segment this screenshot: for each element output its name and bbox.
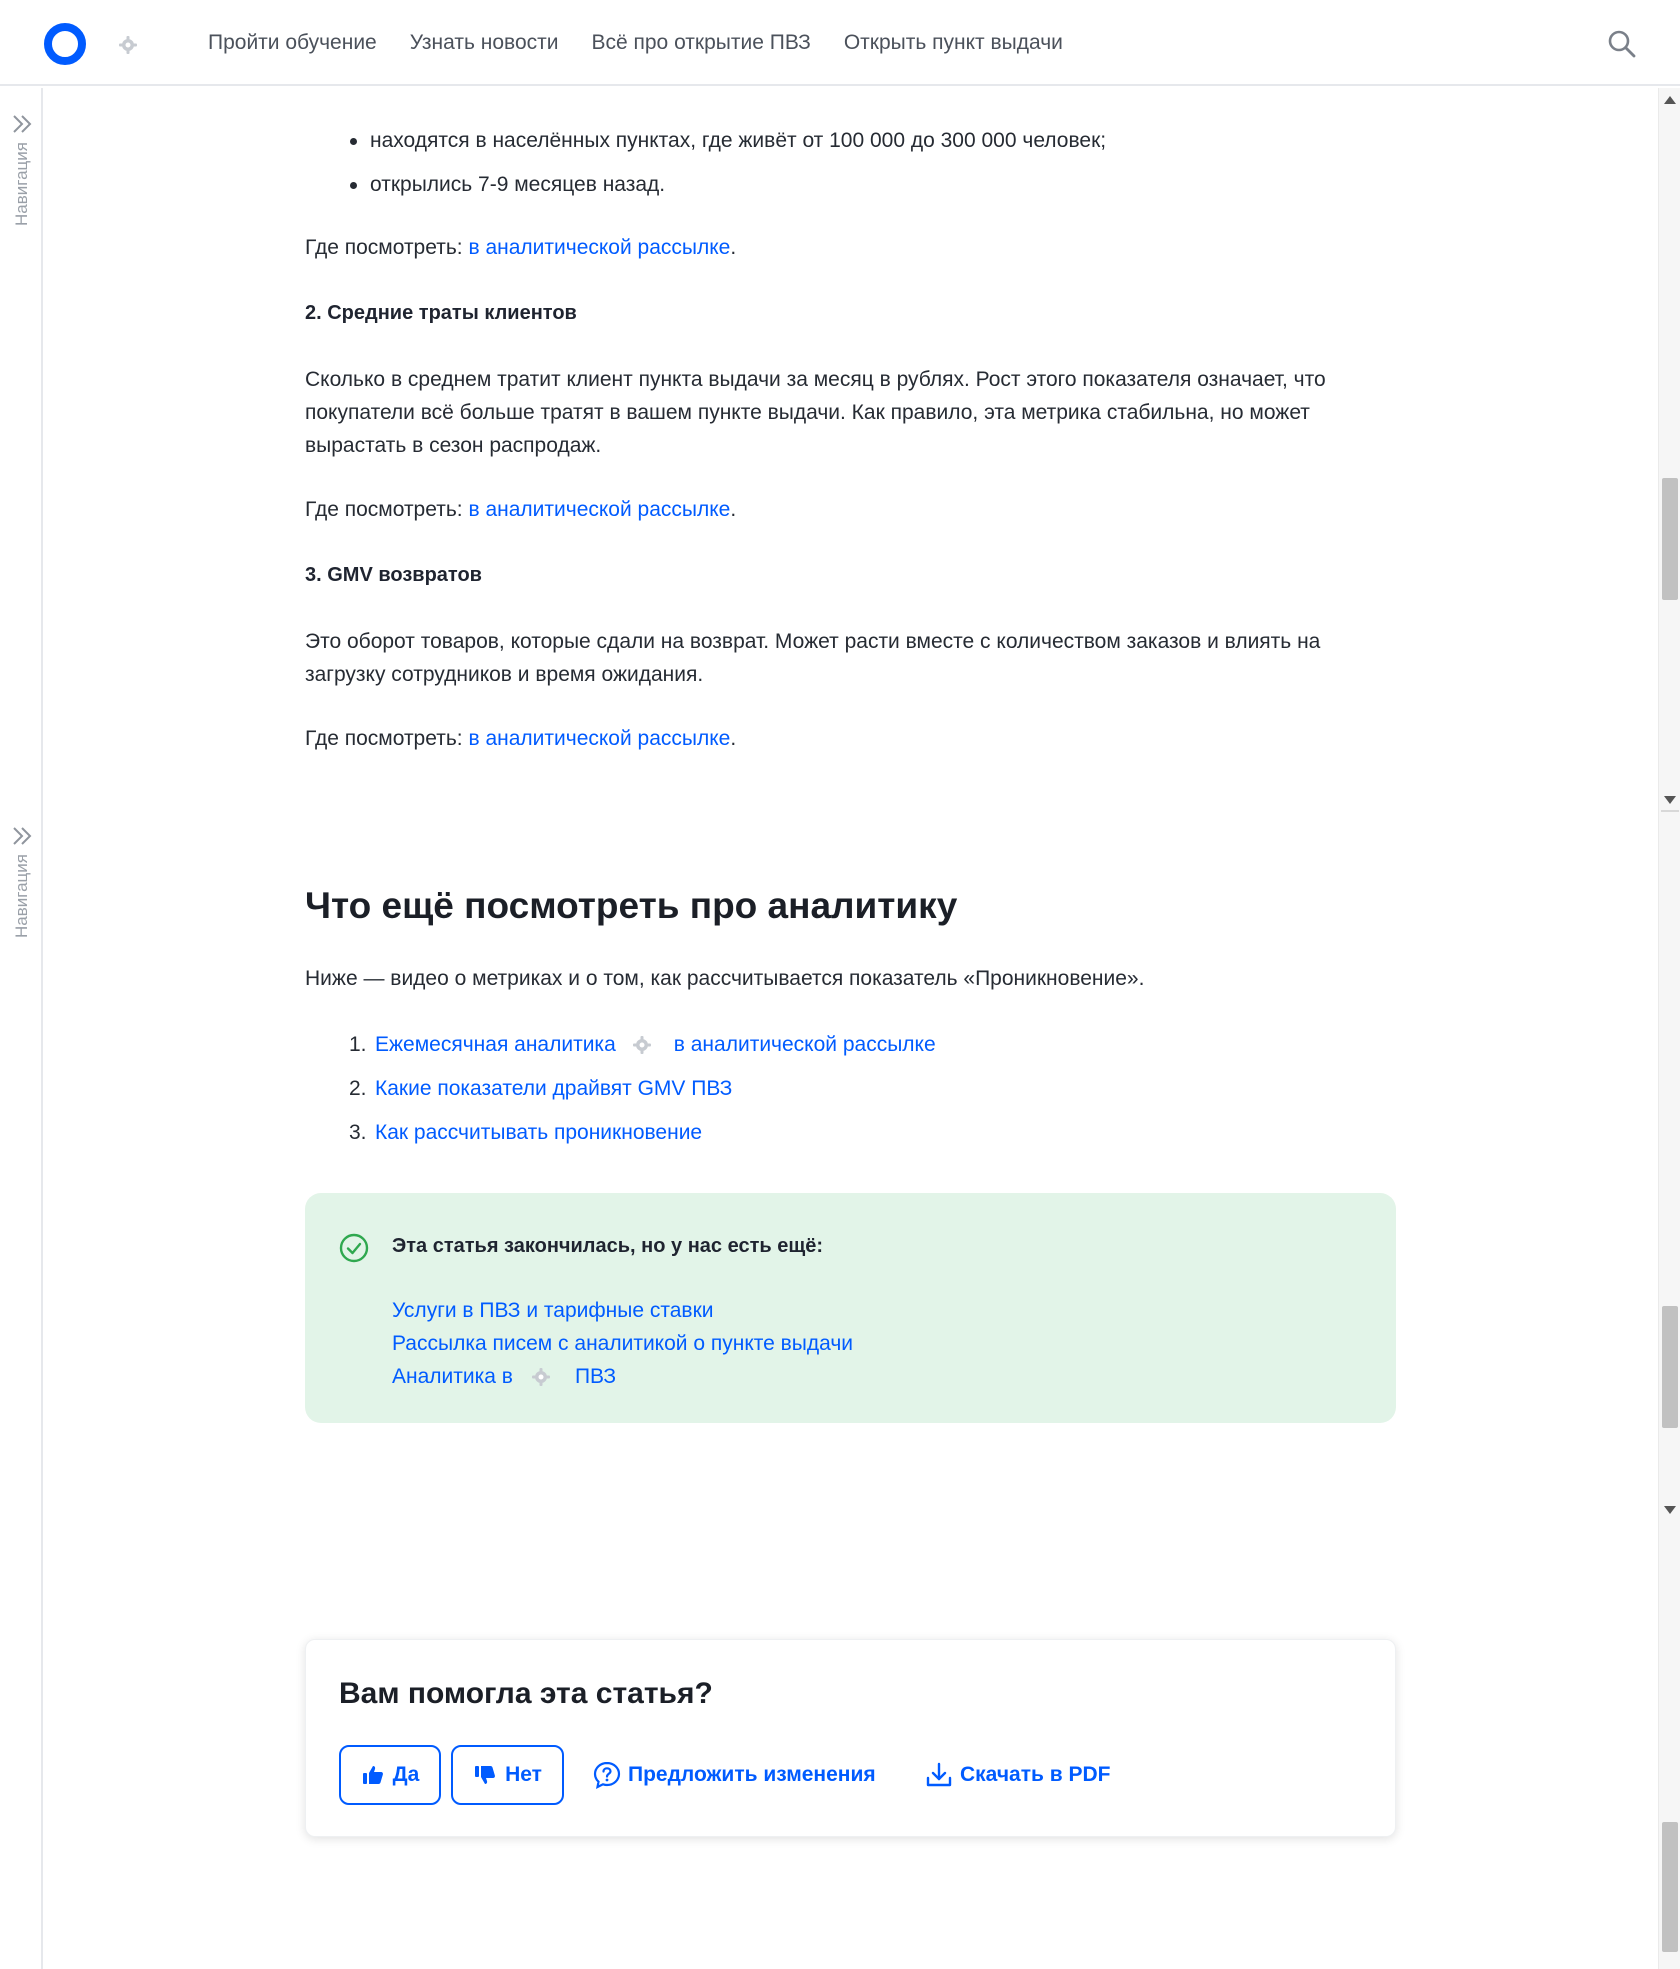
- gear-icon: [531, 1367, 551, 1387]
- scroll-thumb[interactable]: [1662, 1306, 1678, 1428]
- page-scrollbar[interactable]: [1658, 88, 1680, 1969]
- penetration-link[interactable]: Как рассчитывать проникновение: [375, 1121, 703, 1144]
- nav-toggle-top[interactable]: [8, 112, 36, 226]
- yes-button[interactable]: Да: [339, 1745, 441, 1805]
- nav-label: Навигация: [12, 854, 31, 938]
- nav-item-opening[interactable]: Всё про открытие ПВЗ: [591, 31, 811, 54]
- gear-icon: [632, 1035, 652, 1055]
- section-intro: Ниже — видео о метриках и о том, как рассчитывается показатель «Проникновение».: [305, 967, 1145, 990]
- list-item: находятся в населённых пунктах, где живёт от 100 000 до 300 000 человек;: [350, 124, 1106, 157]
- related-links: [392, 1294, 853, 1393]
- section-heading: Что ещё посмотреть про аналитику: [305, 885, 958, 926]
- where-to-see: Где посмотреть: в аналитической рассылке.: [305, 236, 737, 259]
- section-title: 3. GMV возвратов: [305, 564, 482, 586]
- nav-label: Навигация: [12, 142, 31, 226]
- video-list: [349, 1028, 936, 1160]
- download-icon: [924, 1760, 954, 1790]
- scroll-thumb[interactable]: [1662, 478, 1678, 600]
- no-button[interactable]: Нет: [451, 1745, 564, 1805]
- search-icon[interactable]: [1606, 28, 1638, 60]
- left-nav-rail: [0, 88, 43, 1969]
- list-item: открылись 7-9 месяцев назад.: [350, 168, 1106, 201]
- suggest-changes-button[interactable]: Предложить изменения: [592, 1745, 876, 1805]
- scroll-down-arrow[interactable]: [1664, 1506, 1676, 1514]
- check-circle-icon: [338, 1232, 370, 1264]
- criteria-list: [350, 124, 1106, 212]
- main-nav: [208, 0, 1063, 86]
- where-to-see: Где посмотреть: в аналитической рассылке.: [305, 727, 737, 750]
- scroll-up-arrow[interactable]: [1664, 96, 1676, 104]
- list-item: 2. Какие показатели драйвят GMV ПВЗ: [349, 1072, 936, 1105]
- section-text: Это оборот товаров, которые сдали на возврат. Может расти вместе с количеством заказов и влиять на загрузку сотрудников и время ожидания.: [305, 630, 1321, 686]
- scroll-down-arrow[interactable]: [1664, 796, 1676, 804]
- thumbs-down-icon: [473, 1763, 497, 1787]
- related-link-services[interactable]: Услуги в ПВЗ и тарифные ставки: [392, 1299, 714, 1322]
- nav-item-training[interactable]: Пройти обучение: [208, 31, 377, 54]
- scroll-separator: [1661, 810, 1679, 812]
- analytics-mail-link[interactable]: в аналитической рассылке: [468, 498, 731, 521]
- related-link-mailing[interactable]: Рассылка писем с аналитикой о пункте выдачи: [392, 1332, 854, 1355]
- section-title: 2. Средние траты клиентов: [305, 302, 577, 324]
- related-articles-box: [305, 1193, 1396, 1423]
- scroll-thumb[interactable]: [1662, 1822, 1678, 1952]
- section-text: Сколько в среднем тратит клиент пункта выдачи за месяц в рублях. Рост этого показателя означает, что покупатели всё больше тратят в вашем пункте выдачи. Как правило, эта метрика стабильна, но может вырастать в сезон распродаж.: [305, 368, 1326, 457]
- nav-item-news[interactable]: Узнать новости: [409, 31, 559, 54]
- analytics-mail-link[interactable]: в аналитической рассылке: [468, 236, 731, 259]
- analytics-mail-link[interactable]: в аналитической рассылке: [468, 727, 731, 750]
- download-pdf-button[interactable]: Скачать в PDF: [924, 1745, 1110, 1805]
- top-header: [0, 0, 1680, 86]
- related-title: Эта статья закончилась, но у нас есть ещё:: [392, 1235, 823, 1257]
- feedback-card: [305, 1639, 1396, 1837]
- where-to-see: Где посмотреть: в аналитической рассылке.: [305, 498, 737, 521]
- question-bubble-icon: [592, 1760, 622, 1790]
- list-item: 3. Как рассчитывать проникновение: [349, 1116, 936, 1149]
- feedback-title: Вам помогла эта статья?: [339, 1677, 713, 1710]
- double-chevron-right-icon: [10, 112, 34, 136]
- nav-item-open-point[interactable]: Открыть пункт выдачи: [843, 31, 1063, 54]
- nav-toggle-bottom[interactable]: [8, 824, 36, 938]
- related-link-analytics[interactable]: Аналитика в ПВЗ: [392, 1365, 617, 1388]
- gear-icon: [118, 35, 138, 55]
- logo-icon[interactable]: [44, 23, 86, 65]
- thumbs-up-icon: [361, 1763, 385, 1787]
- list-item: 1. Ежемесячная аналитика в аналитической рассылке: [349, 1028, 936, 1061]
- double-chevron-right-icon: [10, 824, 34, 848]
- gmv-drivers-link[interactable]: Какие показатели драйвят GMV ПВЗ: [375, 1077, 733, 1100]
- monthly-analytics-link[interactable]: Ежемесячная аналитика в аналитической рассылке: [375, 1033, 936, 1056]
